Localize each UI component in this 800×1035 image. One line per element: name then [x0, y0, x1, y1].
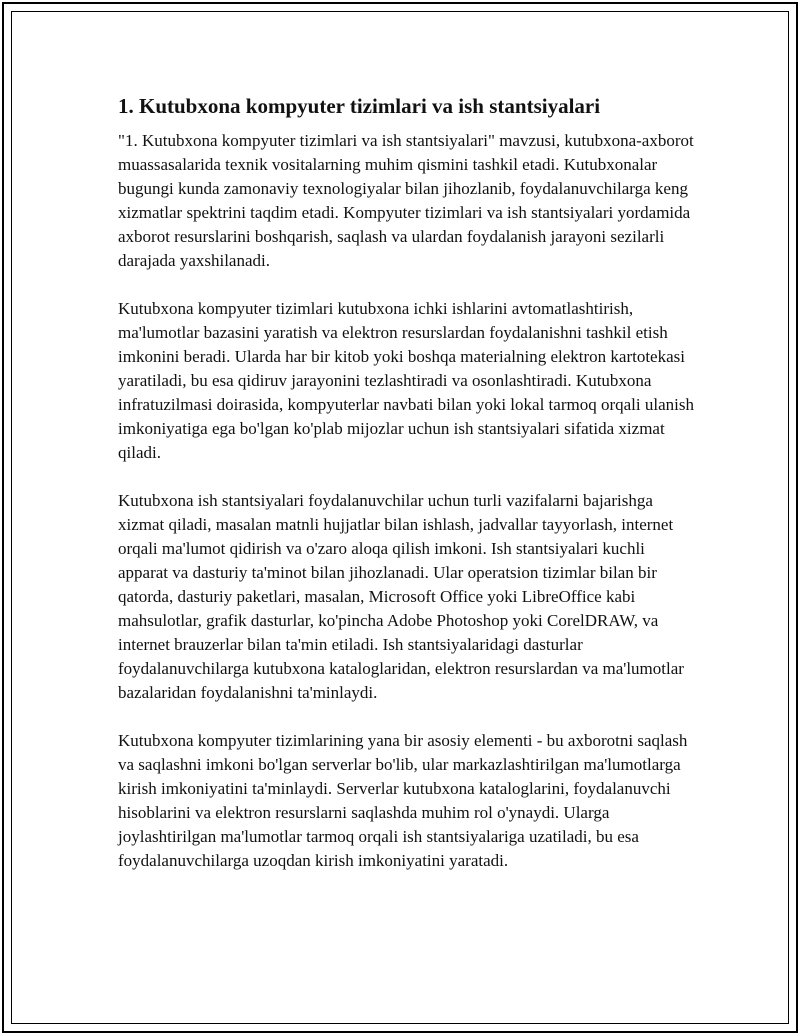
paragraph-3: Kutubxona ish stantsiyalari foydalanuvchilar uchun turli vazifalarni bajarishga xizmat qiladi, masalan matnli hujjatlar bilan ishlash, jadvallar tayyorlash, internet orqali ma'lumot qidirish va o'zaro aloqa qilish imkoni. Ish stantsiyalari kuchli apparat va dasturiy ta'minot bilan jihozlanadi. Ular operatsion tizimlar bilan bir qatorda, dasturiy paketlari, masalan, Microsoft Office yoki LibreOffice kabi mahsulotlar, grafik dasturlar, ko'pincha Adobe Photoshop yoki CorelDRAW, va internet brauzerlar bilan ta'min etiladi. Ish stantsiyalaridagi dasturlar foydalanuvchilarga kutubxona kataloglaridan, elektron resurslardan va ma'lumotlar bazalaridan foydalanishni ta'minlaydi.: [118, 491, 684, 702]
paragraph-1: "1. Kutubxona kompyuter tizimlari va ish stantsiyalari" mavzusi, kutubxona-axborot muassasalarida texnik vositalarning muhim qismini tashkil etadi. Kutubxonalar bugungi kunda zamonaviy texnologiyalar bilan jihozlanib, foydalanuvchilarga keng xizmatlar spektrini taqdim etadi. Kompyuter tizimlari va ish stantsiyalari yordamida axborot resurslarini boshqarish, saqlash va ulardan foydalanish jarayoni sezilarli darajada yaxshilanadi.: [118, 131, 694, 270]
document-body: [118, 93, 698, 897]
paragraph-2: Kutubxona kompyuter tizimlari kutubxona ichki ishlarini avtomatlashtirish, ma'lumotlar bazasini yaratish va elektron resurslardan foydalanishni tashkil etish imkonini beradi. Ularda har bir kitob yoki boshqa materialning elektron kartotekasi yaratiladi, bu esa qidiruv jarayonini tezlashtiradi va osonlashtiradi. Kutubxona infratuzilmasi doirasida, kompyuterlar navbati bilan yoki lokal tarmoq orqali ulanish imkoniyatiga ega bo'lgan ko'plab mijozlar uchun ish stantsiyalari sifatida xizmat qiladi.: [118, 299, 694, 462]
document-title: 1. Kutubxona kompyuter tizimlari va ish stantsiyalari: [118, 94, 601, 118]
paragraph-4: Kutubxona kompyuter tizimlarining yana bir asosiy elementi - bu axborotni saqlash va saqlashni imkoni bo'lgan serverlar bo'lib, ular markazlashtirilgan ma'lumotlarga kirish imkoniyatini ta'minlaydi. Serverlar kutubxona kataloglarini, foydalanuvchi hisoblarini va elektron resurslarni saqlashda muhim rol o'ynaydi. Ularga joylashtirilgan ma'lumotlar tarmoq orqali ish stantsiyalariga uzatiladi, bu esa foydalanuvchilarga uzoqdan kirish imkoniyatini yaratadi.: [118, 731, 688, 870]
